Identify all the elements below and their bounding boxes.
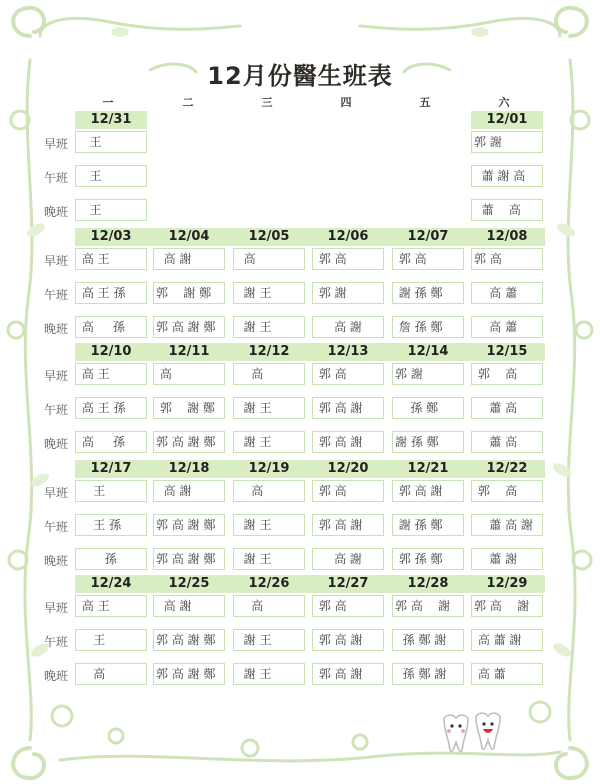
shift-label: 早班 <box>44 254 69 268</box>
schedule-cell: 郭 高 謝 鄭 <box>153 514 225 536</box>
date-label: 12/29 <box>486 576 528 591</box>
date-label: 12/01 <box>486 112 528 127</box>
schedule-cell: 郭 高 謝 <box>392 480 464 502</box>
schedule-cell: 郭 高 謝 <box>312 514 384 536</box>
schedule-cell: 郭 謝 鄭 <box>153 282 225 304</box>
schedule-cell: 高 謝 <box>153 595 225 617</box>
schedule-cell: 高 蕭 謝 <box>471 629 543 651</box>
weekday-header: 一 <box>102 96 114 109</box>
schedule-cell: 蕭 高 謝 <box>471 514 543 536</box>
date-label: 12/19 <box>248 461 290 476</box>
schedule-cell: 郭 高 謝 鄭 <box>153 629 225 651</box>
schedule-cell: 郭 高 謝 <box>312 431 384 453</box>
weekday-header: 二 <box>182 96 194 109</box>
schedule-cell: 郭 高 謝 鄭 <box>153 548 225 570</box>
shift-label: 晚班 <box>44 669 69 683</box>
schedule-cell: 郭 高 <box>312 363 384 385</box>
date-label: 12/14 <box>407 344 449 359</box>
shift-label: 早班 <box>44 369 69 383</box>
schedule-cell: 孫 <box>75 548 147 570</box>
shift-label: 晚班 <box>44 205 69 219</box>
schedule-cell: 郭 高 謝 <box>312 629 384 651</box>
schedule-cell: 高 王 <box>75 248 147 270</box>
date-label: 12/18 <box>168 461 210 476</box>
date-label: 12/07 <box>407 229 449 244</box>
schedule-cell: 郭 高 <box>471 363 543 385</box>
page-title: 12月份醫生班表 <box>207 62 393 90</box>
schedule-cell: 郭 高 <box>312 248 384 270</box>
schedule-cell: 高 蕭 <box>471 316 543 338</box>
shift-label: 晚班 <box>44 437 69 451</box>
schedule-cell: 高 王 孫 <box>75 397 147 419</box>
schedule-cell: 蕭 高 <box>471 199 543 221</box>
date-label: 12/05 <box>248 229 290 244</box>
schedule-cell: 謝 孫 鄭 <box>392 514 464 536</box>
schedule-cell: 蕭 高 <box>471 431 543 453</box>
schedule-cell: 高 <box>233 480 305 502</box>
weekday-header: 六 <box>498 96 510 109</box>
schedule-cell: 郭 高 <box>471 480 543 502</box>
schedule-cell: 謝 王 <box>233 663 305 685</box>
schedule-cell: 詹 孫 鄭 <box>392 316 464 338</box>
schedule-cell: 謝 王 <box>233 629 305 651</box>
schedule-cell: 謝 王 <box>233 548 305 570</box>
schedule-cell: 郭 高 謝 鄭 <box>153 663 225 685</box>
date-label: 12/22 <box>486 461 528 476</box>
schedule-cell: 蕭 謝 高 <box>471 165 543 187</box>
schedule-cell: 郭 謝 鄭 <box>153 397 225 419</box>
schedule-cell: 高 王 孫 <box>75 282 147 304</box>
schedule-cell: 高 <box>233 248 305 270</box>
schedule-cell: 郭 高 <box>471 248 543 270</box>
shift-label: 午班 <box>44 635 69 649</box>
schedule-cell: 高 <box>233 363 305 385</box>
schedule-cell: 郭 謝 <box>392 363 464 385</box>
schedule-cell: 郭 高 <box>312 480 384 502</box>
date-label: 12/27 <box>327 576 369 591</box>
shift-label: 早班 <box>44 486 69 500</box>
date-label: 12/20 <box>327 461 369 476</box>
schedule-cell: 孫 鄭 <box>392 397 464 419</box>
schedule-cell: 郭 高 謝 <box>312 663 384 685</box>
date-label: 12/03 <box>90 229 132 244</box>
date-label: 12/24 <box>90 576 132 591</box>
schedule-cell: 郭 高 謝 鄭 <box>153 316 225 338</box>
date-label: 12/11 <box>168 344 210 359</box>
schedule-cell: 蕭 高 <box>471 397 543 419</box>
date-label: 12/21 <box>407 461 449 476</box>
weekday-header: 五 <box>419 96 431 109</box>
schedule-cell: 郭 高 <box>392 248 464 270</box>
date-label: 12/25 <box>168 576 210 591</box>
schedule-cell: 孫 鄭 謝 <box>392 629 464 651</box>
schedule-cell: 孫 鄭 謝 <box>392 663 464 685</box>
date-label: 12/31 <box>90 112 132 127</box>
weekday-header: 四 <box>340 96 352 109</box>
schedule-cell: 高 蕭 <box>471 282 543 304</box>
schedule-cell: 郭 高 謝 <box>312 397 384 419</box>
schedule-cell: 高 謝 <box>153 480 225 502</box>
schedule-cell: 謝 孫 鄭 <box>392 431 464 453</box>
schedule-cell: 謝 王 <box>233 397 305 419</box>
schedule-cell: 郭 高 謝 <box>471 595 543 617</box>
schedule-cell: 高 <box>75 663 147 685</box>
shift-label: 午班 <box>44 403 69 417</box>
schedule-cell: 郭 孫 鄭 <box>392 548 464 570</box>
schedule-cell: 高 王 <box>75 595 147 617</box>
schedule-cell: 王 <box>75 131 147 153</box>
shift-label: 午班 <box>44 520 69 534</box>
schedule-cell: 王 <box>75 629 147 651</box>
schedule-cell: 高 王 <box>75 363 147 385</box>
schedule-cell: 王 孫 <box>75 514 147 536</box>
schedule-cell: 高 謝 <box>153 248 225 270</box>
schedule-cell: 謝 王 <box>233 514 305 536</box>
shift-label: 午班 <box>44 288 69 302</box>
schedule-cell: 郭 高 <box>312 595 384 617</box>
date-label: 12/10 <box>90 344 132 359</box>
schedule-cell: 謝 王 <box>233 282 305 304</box>
schedule-cell: 王 <box>75 165 147 187</box>
date-label: 12/04 <box>168 229 210 244</box>
schedule-cell: 郭 高 謝 鄭 <box>153 431 225 453</box>
date-label: 12/26 <box>248 576 290 591</box>
schedule-cell: 高 謝 <box>312 316 384 338</box>
date-label: 12/13 <box>327 344 369 359</box>
schedule-cell: 高 蕭 <box>471 663 543 685</box>
schedule-cell: 高 孫 <box>75 431 147 453</box>
schedule-cell: 謝 王 <box>233 316 305 338</box>
schedule-cell: 高 孫 <box>75 316 147 338</box>
schedule-cell: 王 <box>75 480 147 502</box>
date-label: 12/08 <box>486 229 528 244</box>
schedule-cell: 高 <box>233 595 305 617</box>
schedule-cell: 郭 高 謝 <box>392 595 464 617</box>
cartoon-teeth-icon <box>438 712 508 756</box>
schedule-cell: 謝 王 <box>233 431 305 453</box>
schedule-cell: 高 <box>153 363 225 385</box>
shift-label: 早班 <box>44 137 69 151</box>
date-label: 12/17 <box>90 461 132 476</box>
date-label: 12/06 <box>327 229 369 244</box>
schedule-cell: 謝 孫 鄭 <box>392 282 464 304</box>
schedule-cell: 王 <box>75 199 147 221</box>
date-label: 12/15 <box>486 344 528 359</box>
shift-label: 午班 <box>44 171 69 185</box>
schedule-cell: 蕭 謝 <box>471 548 543 570</box>
shift-label: 晚班 <box>44 554 69 568</box>
schedule-cell: 郭 謝 <box>471 131 543 153</box>
shift-label: 早班 <box>44 601 69 615</box>
date-label: 12/28 <box>407 576 449 591</box>
weekday-header: 三 <box>261 96 273 109</box>
schedule-cell: 高 謝 <box>312 548 384 570</box>
date-label: 12/12 <box>248 344 290 359</box>
schedule-cell: 郭 謝 <box>312 282 384 304</box>
shift-label: 晚班 <box>44 322 69 336</box>
